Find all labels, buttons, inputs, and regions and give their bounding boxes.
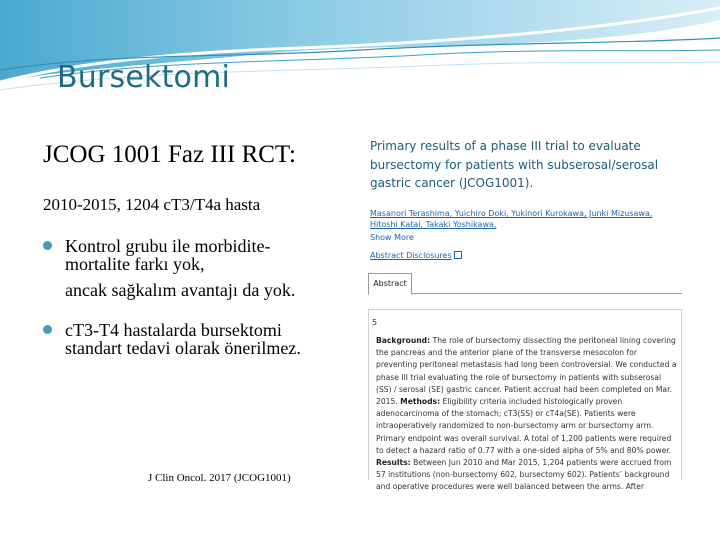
- article-title: Primary results of a phase III trial to evaluate bursectomy for patients with subserosal/serosal gastric cancer (JCOG1001).: [370, 139, 659, 190]
- bullet-text: cT3-T4 hastalarda bursektomi standart tedavi olarak önerilmez.: [65, 320, 301, 358]
- trial-heading: JCOG 1001 Faz III RCT:: [43, 141, 296, 168]
- disclosures-label: Abstract Disclosures: [370, 251, 452, 260]
- methods-label: Methods:: [400, 397, 441, 407]
- slide-content: [43, 140, 333, 357]
- bullet-list: [43, 237, 333, 357]
- abstract-number: 5: [372, 318, 378, 327]
- show-more-link[interactable]: Show More: [370, 233, 414, 242]
- article-screenshot: [365, 132, 683, 492]
- bullet-continuation: ancak sağkalım avantajı da yok.: [65, 280, 296, 300]
- bullet-item: [43, 321, 333, 357]
- methods-text: Eligibility criteria included histologically proven adenocarcinoma of the stomach; cT3(SS) or cT4a(SE). Patients were intraoperatively randomized to non-bursectomy arm or bursectomy arm. Primary endpoint was overall survival. A total of 1,200 patients were required to detect a hazard ratio of 0.77 with a one-sided alpha of 5% and 80% power.: [376, 397, 672, 455]
- tab-abstract[interactable]: Abstract: [368, 273, 412, 295]
- bullet-text: Kontrol grubu ile morbidite-mortalite farkı yok,: [65, 236, 271, 274]
- trial-subheading: 2010-2015, 1204 cT3/T4a hasta: [43, 195, 261, 214]
- bullet-dot-icon: [43, 325, 52, 334]
- citation: J Clin Oncol. 2017 (JCOG1001): [148, 472, 291, 484]
- bullet-dot-icon: [43, 241, 52, 250]
- background-text: The role of bursectomy dissecting the peritoneal lining covering the pancreas and the anterior plane of the transverse mesocolon for preventing peritoneal metastasis had long been controversial. We conducted a phase III trial evaluating the role of bursectomy in patients with subserosal (SS) / serosal (SE) gastric cancer. Patient accrual had been completed on Mar. 2015.: [376, 336, 677, 407]
- results-label: Results:: [376, 458, 411, 468]
- results-text: Between Jun 2010 and Mar 2015, 1,204 patients were accrued from 57 institutions (non-bursectomy 602, bursectomy 602). Patients’ background and operative procedures were well balanced between the arms. After: [376, 458, 672, 492]
- author-links[interactable]: Masanori Terashima, Yuichiro Doki, Yukinori Kurokawa, Junki Mizusawa, Hitoshi Katai, Takaki Yoshikawa,: [370, 209, 653, 229]
- abstract-text: [376, 335, 678, 494]
- bullet-item: [43, 237, 333, 299]
- tab-bar: [368, 273, 682, 294]
- abstract-disclosures-link[interactable]: [370, 250, 462, 260]
- external-link-icon: [454, 251, 462, 259]
- background-label: Background:: [376, 336, 431, 345]
- slide-title: Bursektomi: [57, 60, 231, 95]
